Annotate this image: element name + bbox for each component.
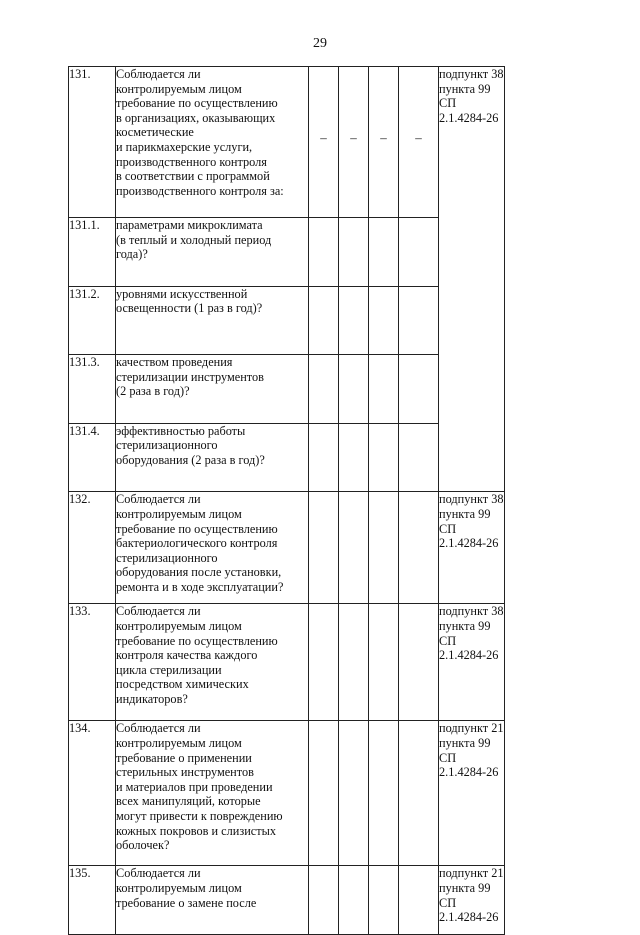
answer-mark: –	[415, 130, 422, 145]
answer-cell[interactable]	[369, 866, 399, 935]
table-row	[69, 355, 612, 424]
answer-cell[interactable]	[309, 286, 339, 355]
table-row	[69, 218, 612, 287]
answer-cell[interactable]	[339, 218, 369, 287]
page-number: 29	[313, 36, 327, 51]
row-number: 132.	[69, 492, 116, 604]
checklist-table	[68, 66, 612, 935]
row-number: 131.4.	[69, 423, 116, 492]
answer-mark: –	[350, 130, 357, 145]
answer-cell[interactable]	[339, 286, 369, 355]
question-text: эффективностью работы стерилизационного оборудования (2 раза в год)?	[116, 423, 309, 492]
answer-cell[interactable]	[399, 218, 439, 287]
answer-cell[interactable]	[399, 604, 439, 721]
answer-mark: –	[380, 130, 387, 145]
answer-cell[interactable]	[399, 721, 439, 866]
answer-cell[interactable]	[339, 492, 369, 604]
answer-cell[interactable]	[399, 286, 439, 355]
answer-cell[interactable]	[339, 355, 369, 424]
answer-cell[interactable]	[369, 604, 399, 721]
row-number: 131.	[69, 67, 116, 218]
row-number: 135.	[69, 866, 116, 935]
answer-cell[interactable]	[369, 423, 399, 492]
answer-cell[interactable]	[309, 604, 339, 721]
answer-cell[interactable]	[369, 218, 399, 287]
question-text: качеством проведения стерилизации инструментов (2 раза в год)?	[116, 355, 309, 424]
table-row	[69, 492, 612, 604]
reference-cell: подпункт 38 пункта 99 СП 2.1.4284-26	[439, 67, 505, 492]
question-text: Соблюдается ли контролируемым лицом требование о применении стерильных инструментов и материалов при проведении всех манипуляций, которые могут привести к повреждению кожных покровов и слизистых оболочек?	[116, 721, 309, 866]
row-number: 134.	[69, 721, 116, 866]
row-number: 131.2.	[69, 286, 116, 355]
question-text: Соблюдается ли контролируемым лицом требование по осуществлению контроля качества каждого цикла стерилизации посредством химических индикаторов?	[116, 604, 309, 721]
row-number: 133.	[69, 604, 116, 721]
answer-cell[interactable]	[399, 355, 439, 424]
table-row	[69, 866, 612, 935]
answer-cell[interactable]	[369, 721, 399, 866]
reference-cell: подпункт 21 пункта 99 СП 2.1.4284-26	[439, 866, 505, 935]
reference-cell: подпункт 21 пункта 99 СП 2.1.4284-26	[439, 721, 505, 866]
question-text: Соблюдается ли контролируемым лицом требование по осуществлению в организациях, оказывающих косметические и парикмахерские услуги, производственного контроля в соответствии с программой производственного контроля за:	[116, 67, 309, 218]
answer-cell[interactable]	[339, 423, 369, 492]
reference-cell: подпункт 38 пункта 99 СП 2.1.4284-26	[439, 492, 505, 604]
answer-cell[interactable]	[309, 218, 339, 287]
answer-cell[interactable]	[339, 604, 369, 721]
answer-cell[interactable]	[369, 286, 399, 355]
answer-cell[interactable]	[309, 67, 339, 218]
answer-cell[interactable]	[399, 492, 439, 604]
answer-cell[interactable]	[399, 67, 439, 218]
table-row	[69, 286, 612, 355]
table-row	[69, 67, 612, 218]
answer-cell[interactable]	[309, 423, 339, 492]
question-text: Соблюдается ли контролируемым лицом требование по осуществлению бактериологического контроля стерилизационного оборудования после установки, ремонта и в ходе эксплуатации?	[116, 492, 309, 604]
table-row	[69, 721, 612, 866]
question-text: уровнями искусственной освещенности (1 раз в год)?	[116, 286, 309, 355]
table-row	[69, 423, 612, 492]
answer-cell[interactable]	[369, 355, 399, 424]
answer-cell[interactable]	[369, 492, 399, 604]
table-row	[69, 604, 612, 721]
answer-cell[interactable]	[399, 866, 439, 935]
checklist-body	[69, 67, 612, 935]
answer-cell[interactable]	[369, 67, 399, 218]
answer-cell[interactable]	[309, 866, 339, 935]
row-number: 131.3.	[69, 355, 116, 424]
answer-cell[interactable]	[309, 721, 339, 866]
row-number: 131.1.	[69, 218, 116, 287]
question-text: Соблюдается ли контролируемым лицом требование о замене после	[116, 866, 309, 935]
question-text: параметрами микроклимата (в теплый и холодный период года)?	[116, 218, 309, 287]
answer-cell[interactable]	[309, 355, 339, 424]
answer-mark: –	[320, 130, 327, 145]
reference-cell: подпункт 38 пункта 99 СП 2.1.4284-26	[439, 604, 505, 721]
answer-cell[interactable]	[309, 492, 339, 604]
answer-cell[interactable]	[339, 866, 369, 935]
answer-cell[interactable]	[339, 721, 369, 866]
answer-cell[interactable]	[339, 67, 369, 218]
answer-cell[interactable]	[399, 423, 439, 492]
